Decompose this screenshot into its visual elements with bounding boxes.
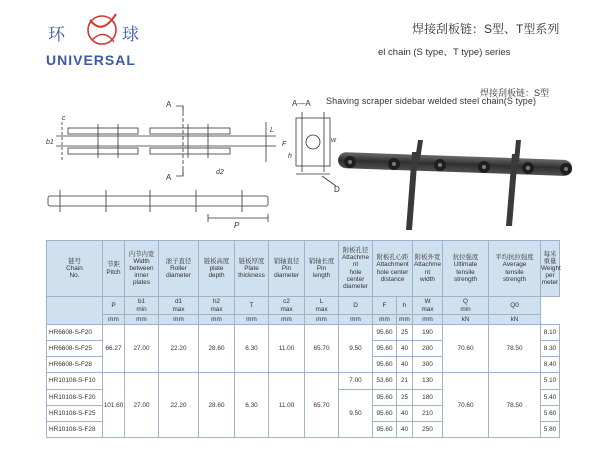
col-unit: mm — [373, 315, 397, 325]
chain-technical-drawing — [38, 92, 338, 232]
cell-Q: 70.60 — [443, 373, 489, 438]
col-header: 滚子直径 Roller diameter — [159, 241, 199, 297]
cell-model: HR6608-S-F25 — [47, 341, 103, 357]
dim-b1: b1 — [46, 139, 54, 146]
cell-c2: 11.00 — [269, 325, 305, 373]
cell-c2: 11.00 — [269, 373, 305, 438]
cell-W: 190 — [413, 325, 443, 341]
cell-h: 25 — [397, 389, 413, 405]
logo-cn-right: 球 — [122, 25, 141, 45]
col-unit: mm — [199, 315, 235, 325]
col-symbol: D — [339, 297, 373, 315]
col-unit: mm — [235, 315, 269, 325]
col-symbol: h2 max — [199, 297, 235, 315]
section-marker-bottom: A — [166, 173, 172, 182]
col-header: 附板外宽 Attachme nt width — [413, 241, 443, 297]
cell-d1: 22.20 — [159, 373, 199, 438]
cell-F: 53.60 — [373, 373, 397, 389]
cell-L: 65.70 — [305, 325, 339, 373]
col-symbol: W max — [413, 297, 443, 315]
cell-model: HR10108-S-F10 — [47, 373, 103, 389]
spec-table — [46, 240, 560, 438]
cell-h: 40 — [397, 357, 413, 373]
col-symbol: L max — [305, 297, 339, 315]
logo-cn-left: 环 — [48, 25, 67, 45]
col-unit: kN — [443, 315, 489, 325]
cell-F: 95.60 — [373, 421, 397, 437]
col-unit: mm — [125, 315, 159, 325]
col-symbol: Q0 — [489, 297, 541, 315]
cell-q: 5.80 — [541, 421, 560, 437]
cell-model: HR6608-S-F20 — [47, 325, 103, 341]
dim-w: w — [331, 137, 337, 144]
cell-Q0: 78.50 — [489, 373, 541, 438]
cell-h: 40 — [397, 341, 413, 357]
cell-b1: 27.00 — [125, 325, 159, 373]
col-unit: mm — [269, 315, 305, 325]
header-row-units — [47, 315, 560, 325]
dim-L: L — [270, 127, 274, 134]
cell-T: 6.30 — [235, 373, 269, 438]
col-symbol: d1 max — [159, 297, 199, 315]
logo-globe-icon — [82, 6, 122, 52]
col-header: 销轴长度 Pin length — [305, 241, 339, 297]
col-header: 每米重量 Weight per meter — [541, 241, 560, 297]
cell-D: 7.00 — [339, 373, 373, 389]
cell-q: 8.40 — [541, 357, 560, 373]
cell-h: 25 — [397, 325, 413, 341]
cell-W: 180 — [413, 389, 443, 405]
cell-T: 6.30 — [235, 325, 269, 373]
dim-pitch: P — [234, 221, 240, 230]
col-header: 内节内宽 Width between inner plates — [125, 241, 159, 297]
dim-c: c — [62, 115, 66, 122]
cell-Q0: 78.50 — [489, 325, 541, 373]
col-symbol: T — [235, 297, 269, 315]
dim-D: D — [334, 185, 340, 194]
col-header: 节距 Pitch — [103, 241, 125, 297]
cell-F: 95.60 — [373, 357, 397, 373]
dim-F: F — [282, 141, 287, 148]
section-marker-top: A — [166, 100, 172, 109]
section-title-en: Shaving scraper sidebar welded steel chain(S type) — [326, 96, 537, 106]
cell-F: 95.60 — [373, 341, 397, 357]
col-symbol: F — [373, 297, 397, 315]
cell-W: 300 — [413, 357, 443, 373]
cell-q: 5.40 — [541, 389, 560, 405]
page-title: 焊接刮板链：S型、T型系列 — [412, 22, 560, 36]
col-header: 附板孔径 Attachme nt hole center diameter — [339, 241, 373, 297]
cell-D: 9.50 — [339, 325, 373, 373]
section-title-cn: 焊接刮板链：S型 — [480, 88, 550, 98]
page-subtitle: el chain (S type、T type) series — [378, 47, 511, 58]
col-symbol: Q min — [443, 297, 489, 315]
cell-h2: 28.60 — [199, 325, 235, 373]
cell-W: 210 — [413, 405, 443, 421]
header-row-names — [47, 241, 560, 297]
col-unit: mm — [103, 315, 125, 325]
cell-q: 8.30 — [541, 341, 560, 357]
col-symbol: P — [103, 297, 125, 315]
cell-F: 95.60 — [373, 389, 397, 405]
col-unit: mm — [305, 315, 339, 325]
table-row — [47, 373, 560, 389]
col-header: 平均抗拉强度 Average tensile strength — [489, 241, 541, 297]
section-view-label: A—A — [292, 99, 311, 108]
cell-model: HR6608-S-F28 — [47, 357, 103, 373]
col-unit: mm — [413, 315, 443, 325]
cell-L: 65.70 — [305, 373, 339, 438]
cell-model: HR10108-S-F28 — [47, 421, 103, 437]
cell-h2: 28.60 — [199, 373, 235, 438]
cell-F: 95.60 — [373, 325, 397, 341]
cell-q: 8.10 — [541, 325, 560, 341]
cell-W: 250 — [413, 421, 443, 437]
col-symbol: b1 min — [125, 297, 159, 315]
chain-product-photo — [334, 134, 594, 234]
col-symbol: c2 max — [269, 297, 305, 315]
dim-h: h — [288, 153, 292, 160]
cell-Q: 70.60 — [443, 325, 489, 373]
cell-d1: 22.20 — [159, 325, 199, 373]
col-unit: mm — [397, 315, 413, 325]
cell-pitch: 101.60 — [103, 373, 125, 438]
cell-b1: 27.00 — [125, 373, 159, 438]
cell-h: 40 — [397, 405, 413, 421]
col-unit: kN — [489, 315, 541, 325]
cell-pitch: 66.27 — [103, 325, 125, 373]
col-header: 销轴直径 Pin diameter — [269, 241, 305, 297]
table-row — [47, 325, 560, 341]
header-row-symbols — [47, 297, 560, 315]
cell-F: 95.60 — [373, 405, 397, 421]
cell-h: 40 — [397, 421, 413, 437]
logo-wordmark: UNIVERSAL — [46, 52, 136, 68]
col-header: 链号 Chain No. — [47, 241, 103, 297]
dim-d2: d2 — [216, 169, 224, 176]
cell-q: 5.10 — [541, 373, 560, 389]
cell-W: 200 — [413, 341, 443, 357]
cell-h: 21 — [397, 373, 413, 389]
cell-D: 9.50 — [339, 389, 373, 437]
col-unit: mm — [339, 315, 373, 325]
cell-W: 130 — [413, 373, 443, 389]
cell-model: HR10108-S-F20 — [47, 389, 103, 405]
col-header: 链板高度 plate depth — [199, 241, 235, 297]
col-header: 附板孔心距 Attachment hole center distance — [373, 241, 413, 297]
cell-q: 5.60 — [541, 405, 560, 421]
col-header: 链板厚度 Plate thickness — [235, 241, 269, 297]
cell-model: HR10108-S-F25 — [47, 405, 103, 421]
col-symbol: h — [397, 297, 413, 315]
col-unit: mm — [159, 315, 199, 325]
col-header: 抗拉强度 Ultimate tensile strength — [443, 241, 489, 297]
